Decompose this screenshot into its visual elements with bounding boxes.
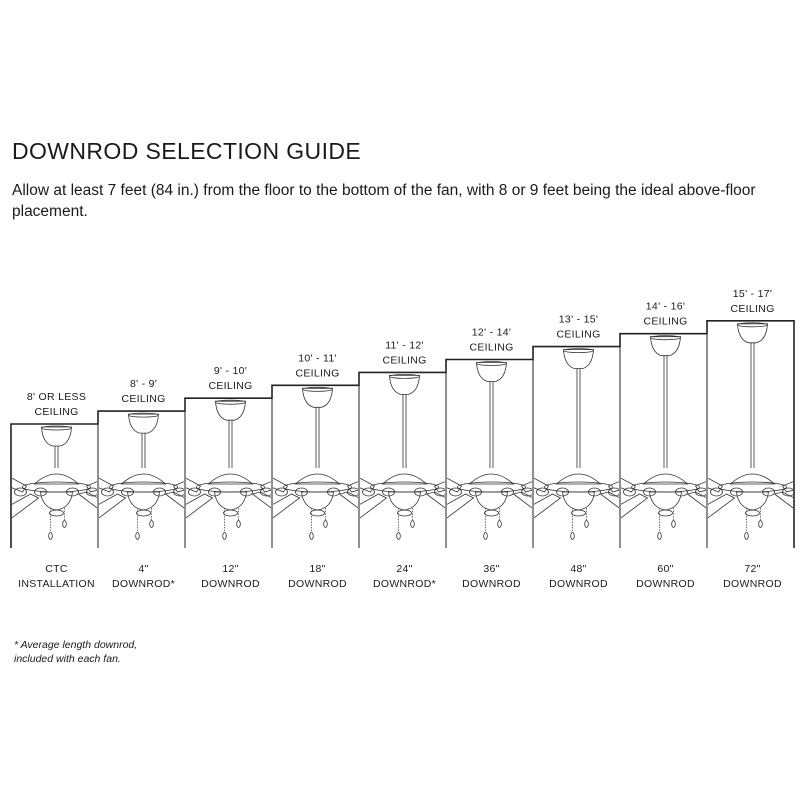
ceiling-height-range: 11' - 12' xyxy=(385,339,424,352)
fan-blade xyxy=(601,492,663,530)
ceiling-fan-illustration xyxy=(60,413,228,539)
fan-blade xyxy=(64,494,126,534)
downrod-label: DOWNROD xyxy=(201,578,260,590)
fan-panel xyxy=(582,336,750,540)
downrod-label: DOWNROD xyxy=(549,578,608,590)
fan-panel xyxy=(321,374,489,539)
fan-blade xyxy=(325,494,387,534)
fan-blade xyxy=(0,494,39,534)
ceiling-height-range: 10' - 11' xyxy=(298,352,337,365)
ceiling-label: CEILING xyxy=(469,341,514,354)
downrod-label: DOWNROD* xyxy=(372,578,437,590)
ceiling-fan-illustration xyxy=(147,400,315,539)
fan-panel xyxy=(495,349,663,540)
ceiling-label: CEILING xyxy=(556,328,601,341)
downrod-guide-diagram xyxy=(0,250,800,600)
fan-blade xyxy=(427,492,489,530)
footnote xyxy=(14,638,137,666)
downrod-label: DOWNROD xyxy=(288,578,347,590)
ceiling-fan-illustration xyxy=(408,362,576,540)
fan-blade xyxy=(238,494,300,534)
ceiling-height-range: 8' - 9' xyxy=(129,378,158,391)
fan-blade xyxy=(514,492,576,530)
fan-blade xyxy=(669,460,723,492)
ceiling-label: CEILING xyxy=(208,380,253,393)
downrod-label: INSTALLATION xyxy=(18,578,95,590)
downrod-length: 4" xyxy=(138,563,149,575)
footnote-line-1: * Average length downrod, xyxy=(14,639,138,651)
ceiling-height-range: 13' - 15' xyxy=(558,313,599,326)
fan-blade xyxy=(147,460,201,492)
fan-panel xyxy=(0,426,141,540)
fan-blade xyxy=(151,494,213,534)
ceiling-height-range: 12' - 14' xyxy=(471,326,512,339)
fan-blade xyxy=(586,494,648,534)
fan-blade xyxy=(166,492,228,530)
fan-blade xyxy=(688,492,750,530)
fan-panel xyxy=(60,413,228,539)
ceiling-height-range: 8' OR LESS xyxy=(26,391,87,403)
ceiling-fan-illustration xyxy=(0,426,141,540)
ceiling-height-range: 9' - 10' xyxy=(213,365,248,378)
fan-blade xyxy=(412,494,474,534)
guide-subtitle: Allow at least 7 feet (84 in.) from the floor to the bottom of the fan, with 8 or 9 feet being the ideal above-floor placement. xyxy=(12,182,756,220)
ceiling-fan-illustration xyxy=(495,349,663,540)
fan-blade xyxy=(499,494,561,534)
downrod-length: 72" xyxy=(744,563,761,575)
footnote-line-2: included with each fan. xyxy=(14,653,121,665)
fan-panel xyxy=(408,362,576,540)
fan-blade xyxy=(673,494,735,534)
downrod-length: CTC xyxy=(45,563,68,575)
ceiling-label: CEILING xyxy=(643,315,688,328)
downrod-label: DOWNROD xyxy=(462,578,521,590)
downrod-label: DOWNROD xyxy=(636,578,695,590)
fan-blade xyxy=(253,492,315,530)
downrod-length: 24" xyxy=(396,563,413,575)
ceiling-label: CEILING xyxy=(295,367,340,380)
fan-blade xyxy=(234,460,288,492)
fan-panel xyxy=(234,387,402,539)
fan-blade xyxy=(60,460,114,492)
fan-blade xyxy=(79,492,141,530)
fan-blade xyxy=(495,460,549,492)
ceiling-fan-illustration xyxy=(321,374,489,539)
fan-panel xyxy=(147,400,315,539)
ceiling-label: CEILING xyxy=(730,302,775,315)
downrod-length: 48" xyxy=(570,563,587,575)
fan-blade xyxy=(321,460,375,492)
ceiling-height-range: 15' - 17' xyxy=(732,287,773,300)
guide-title: DOWNROD SELECTION GUIDE xyxy=(12,138,362,164)
fan-blade xyxy=(408,460,462,492)
fan-panel xyxy=(669,323,800,540)
downrod-label: DOWNROD* xyxy=(111,578,176,590)
fan-blade xyxy=(340,492,402,530)
ceiling-fan-illustration xyxy=(582,336,750,540)
downrod-length: 36" xyxy=(483,563,500,575)
downrod-length: 18" xyxy=(309,563,326,575)
downrod-label: DOWNROD xyxy=(723,578,782,590)
ceiling-fan-illustration xyxy=(669,323,800,540)
fan-blade xyxy=(775,492,800,530)
ceiling-label: CEILING xyxy=(34,406,79,418)
fan-blade xyxy=(582,460,636,492)
downrod-length: 60" xyxy=(657,563,674,575)
ceiling-label: CEILING xyxy=(382,354,427,367)
ceiling-height-range: 14' - 16' xyxy=(645,300,686,313)
downrod-length: 12" xyxy=(222,563,239,575)
ceiling-fan-illustration xyxy=(234,387,402,539)
ceiling-label: CEILING xyxy=(121,393,166,406)
